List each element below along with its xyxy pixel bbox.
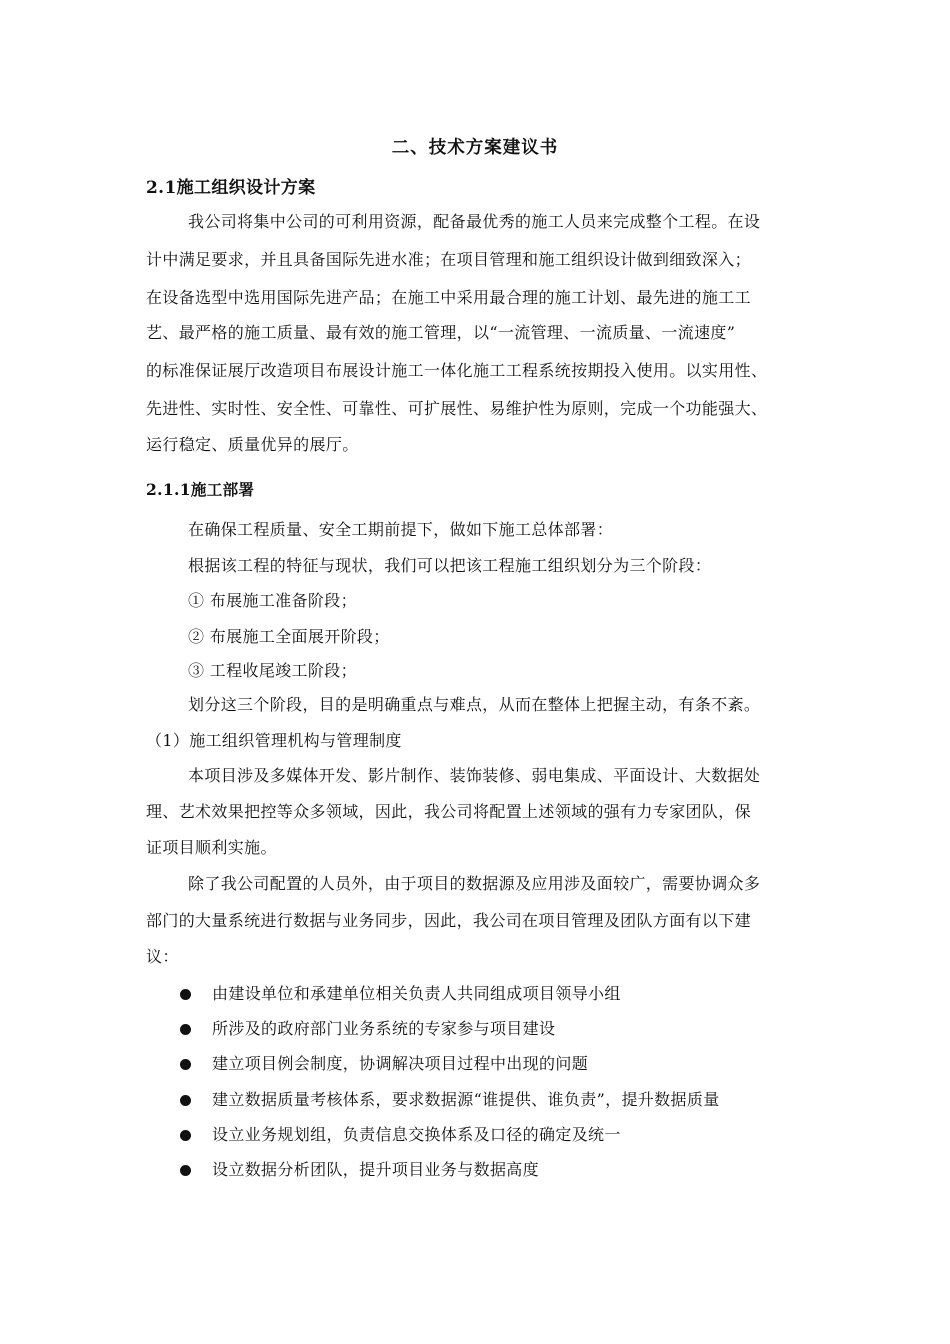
org-para2-line: 议：: [146, 947, 179, 966]
org-para1-line: 证项目顺利实施。: [146, 838, 277, 857]
intro-line: 计中满足要求，并且具备国际先进水准；在项目管理和施工组织设计做到细致深入；: [146, 250, 751, 269]
deploy-line: 在确保工程质量、安全工期前提下，做如下施工总体部署：: [188, 520, 614, 539]
bullet-item: 由建设单位和承建单位相关负责人共同组成项目领导小组: [212, 984, 621, 1003]
bullet-dot-icon: [180, 1095, 191, 1106]
intro-line: 艺、最严格的施工质量、最有效的施工管理，以“一流管理、一流质量、一流速度”: [146, 323, 736, 342]
bullet-item: 设立业务规划组，负责信息交换体系及口径的确定及统一: [212, 1125, 621, 1144]
bullet-dot-icon: [180, 1165, 191, 1176]
deploy-line: ② 布展施工全面展开阶段；: [188, 627, 390, 646]
bullet-item: 设立数据分析团队，提升项目业务与数据高度: [212, 1160, 540, 1179]
org-para1-line: 理、艺术效果把控等众多领域，因此，我公司将配置上述领域的强有力专家团队，保: [146, 802, 751, 821]
deploy-line: 划分这三个阶段，目的是明确重点与难点，从而在整体上把握主动，有条不紊。: [188, 695, 761, 714]
org-para1-line: 本项目涉及多媒体开发、影片制作、装饰装修、弱电集成、平面设计、大数据处: [188, 766, 761, 785]
bullet-dot-icon: [180, 989, 191, 1000]
deploy-line: 根据该工程的特征与现状，我们可以把该工程施工组织划分为三个阶段：: [188, 556, 712, 575]
deploy-line: ③ 工程收尾竣工阶段；: [188, 661, 357, 680]
org-para2-line: 部门的大量系统进行数据与业务同步，因此，我公司在项目管理及团队方面有以下建: [146, 911, 751, 930]
section-heading: 2.1施工组织设计方案: [146, 178, 316, 198]
bullet-dot-icon: [180, 1130, 191, 1141]
intro-line: 运行稳定、质量优异的展厅。: [146, 435, 359, 454]
bullet-dot-icon: [180, 1059, 191, 1070]
bullet-item: 建立项目例会制度，协调解决项目过程中出现的问题: [212, 1054, 589, 1073]
org-heading: （1）施工组织管理机构与管理制度: [146, 731, 402, 750]
intro-line: 的标准保证展厅改造项目布展设计施工一体化施工工程系统按期投入使用。以实用性、: [146, 361, 768, 380]
org-para2-line: 除了我公司配置的人员外，由于项目的数据源及应用涉及面较广，需要协调众多: [188, 874, 761, 893]
subsection-heading: 2.1.1施工部署: [146, 480, 255, 499]
intro-line: 在设备选型中选用国际先进产品；在施工中采用最合理的施工计划、最先进的施工工: [146, 288, 751, 307]
intro-line: 我公司将集中公司的可利用资源，配备最优秀的施工人员来完成整个工程。在设: [188, 212, 761, 231]
bullet-dot-icon: [180, 1024, 191, 1035]
deploy-line: ① 布展施工准备阶段；: [188, 591, 357, 610]
bullet-item: 所涉及的政府部门业务系统的专家参与项目建设: [212, 1019, 556, 1038]
bullet-item: 建立数据质量考核体系，要求数据源“谁提供、谁负责”，提升数据质量: [212, 1090, 720, 1109]
page-title: 二、技术方案建议书: [391, 138, 559, 158]
intro-line: 先进性、实时性、安全性、可靠性、可扩展性、易维护性为原则，完成一个功能强大、: [146, 399, 768, 418]
